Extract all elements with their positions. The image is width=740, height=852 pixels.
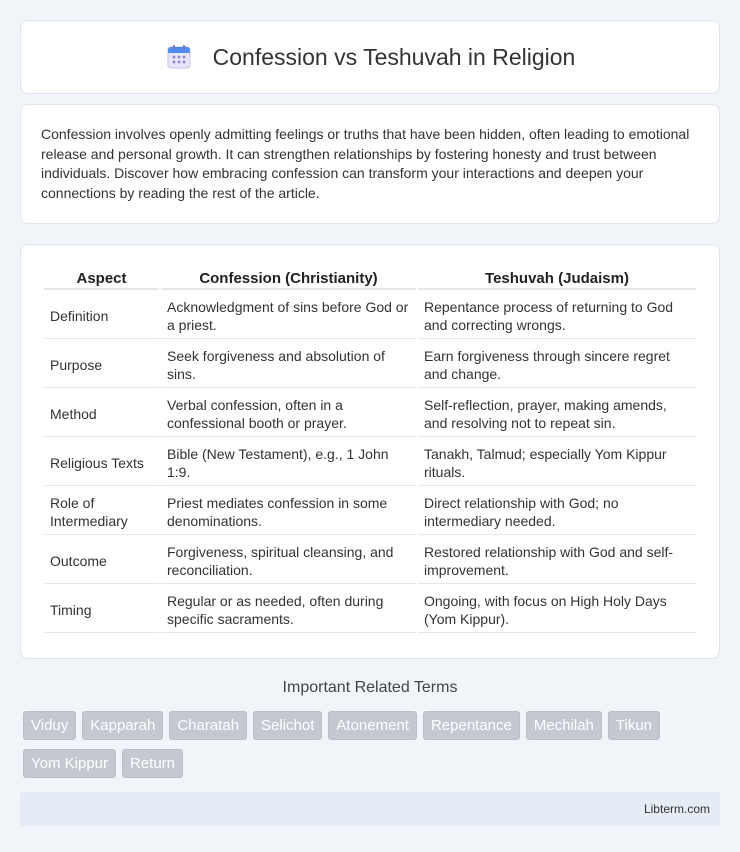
cell-confession: Forgiveness, spiritual cleansing, and reconciliation.	[161, 537, 416, 584]
table-header-row	[44, 267, 696, 290]
table-row	[44, 586, 696, 633]
tag-atonement[interactable]: Atonement	[328, 711, 417, 740]
cell-teshuvah: Ongoing, with focus on High Holy Days (Yom Kippur).	[418, 586, 696, 633]
cell-confession: Priest mediates confession in some denominations.	[161, 488, 416, 535]
tag-yom-kippur[interactable]: Yom Kippur	[23, 749, 116, 778]
related-terms-title: Important Related Terms	[282, 679, 458, 696]
cell-teshuvah: Repentance process of returning to God and correcting wrongs.	[418, 292, 696, 339]
footer-site-link[interactable]: Libterm.com	[643, 802, 710, 816]
calendar-icon	[165, 43, 193, 71]
related-terms-list	[20, 711, 720, 778]
comparison-table-card	[20, 244, 720, 659]
tag-charatah[interactable]: Charatah	[169, 711, 247, 740]
table-row	[44, 439, 696, 486]
table-row	[44, 537, 696, 584]
cell-confession: Acknowledgment of sins before God or a priest.	[161, 292, 416, 339]
intro-text: Confession involves openly admitting feelings or truths that have been hidden, often leading to emotional release and personal growth. It can strengthen relationships by fostering honesty and trust between individuals. Discover how embracing confession can transform your interactions and deepen your connections by reading the rest of the article.	[41, 126, 690, 201]
cell-confession: Seek forgiveness and absolution of sins.	[161, 341, 416, 388]
table-row	[44, 488, 696, 535]
table-row	[44, 292, 696, 339]
tag-return[interactable]: Return	[122, 749, 183, 778]
cell-teshuvah: Restored relationship with God and self-improvement.	[418, 537, 696, 584]
tag-mechilah[interactable]: Mechilah	[526, 711, 602, 740]
header-card	[20, 20, 720, 94]
cell-aspect: Outcome	[44, 537, 159, 584]
table-row	[44, 341, 696, 388]
cell-teshuvah: Earn forgiveness through sincere regret and change.	[418, 341, 696, 388]
cell-aspect: Method	[44, 390, 159, 437]
header-aspect: Aspect	[44, 267, 159, 290]
tag-selichot[interactable]: Selichot	[253, 711, 322, 740]
cell-aspect: Definition	[44, 292, 159, 339]
cell-aspect: Timing	[44, 586, 159, 633]
tag-viduy[interactable]: Viduy	[23, 711, 76, 740]
table-row	[44, 390, 696, 437]
cell-aspect: Purpose	[44, 341, 159, 388]
footer	[20, 792, 720, 826]
tag-kapparah[interactable]: Kapparah	[82, 711, 163, 740]
tag-tikun[interactable]: Tikun	[608, 711, 660, 740]
comparison-table	[42, 265, 698, 635]
cell-confession: Verbal confession, often in a confessional booth or prayer.	[161, 390, 416, 437]
intro-card	[20, 104, 720, 224]
tag-repentance[interactable]: Repentance	[423, 711, 520, 740]
cell-teshuvah: Self-reflection, prayer, making amends, and resolving not to repeat sin.	[418, 390, 696, 437]
cell-confession: Regular or as needed, often during specific sacraments.	[161, 586, 416, 633]
cell-teshuvah: Direct relationship with God; no intermediary needed.	[418, 488, 696, 535]
cell-aspect: Role of Intermediary	[44, 488, 159, 535]
header-teshuvah: Teshuvah (Judaism)	[418, 267, 696, 290]
cell-confession: Bible (New Testament), e.g., 1 John 1:9.	[161, 439, 416, 486]
cell-teshuvah: Tanakh, Talmud; especially Yom Kippur rituals.	[418, 439, 696, 486]
cell-aspect: Religious Texts	[44, 439, 159, 486]
header-confession: Confession (Christianity)	[161, 267, 416, 290]
page-title: Confession vs Teshuvah in Religion	[212, 43, 576, 70]
